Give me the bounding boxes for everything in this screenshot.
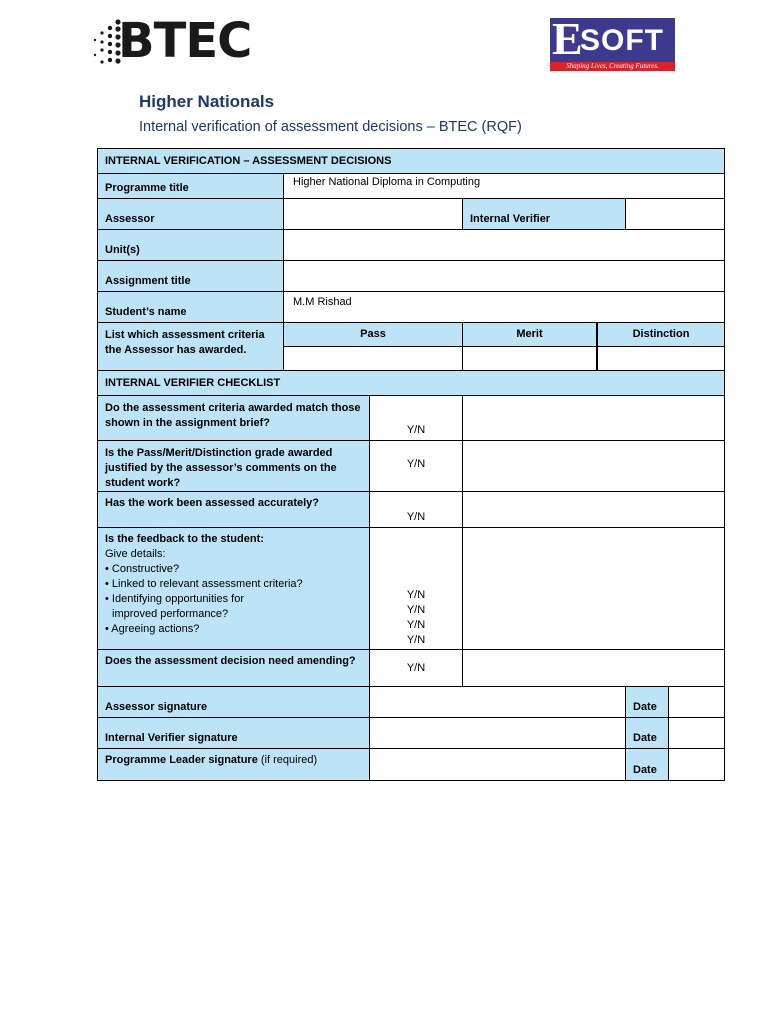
programme-leader-note: (if required) bbox=[260, 754, 318, 766]
grade-merit-field[interactable] bbox=[462, 346, 597, 371]
esoft-logo-box bbox=[550, 18, 675, 62]
checklist-answer-4-4: Y/N bbox=[406, 634, 426, 646]
checklist-question-4-give: Give details: bbox=[105, 548, 166, 560]
btec-logo bbox=[92, 13, 252, 70]
checklist-question-4 bbox=[97, 527, 370, 650]
checklist-question-4-title: Is the feedback to the student: bbox=[105, 533, 264, 545]
btec-logo-text: BTEC bbox=[118, 13, 252, 69]
checklist-comment-2[interactable] bbox=[462, 440, 725, 492]
internal-verifier-label: Internal Verifier bbox=[462, 198, 626, 230]
checklist-comment-1[interactable] bbox=[462, 395, 725, 441]
checklist-question-3: Has the work been assessed accurately? bbox=[97, 491, 370, 528]
checklist-answer-4-2: Y/N bbox=[406, 604, 426, 616]
checklist-answer-2: Y/N bbox=[406, 458, 426, 470]
programme-title-label: Programme title bbox=[97, 173, 284, 199]
programme-leader-date-label: Date bbox=[625, 748, 669, 781]
student-name-label: Student’s name bbox=[97, 291, 284, 323]
programme-leader-signature-text: Programme Leader signature bbox=[105, 754, 258, 766]
checklist-question-4-item-3: • Identifying opportunities for bbox=[105, 593, 244, 605]
checklist-question-4-item-3b: improved performance? bbox=[112, 608, 229, 620]
assessor-signature-field[interactable] bbox=[369, 686, 626, 718]
checklist-question-2: Is the Pass/Merit/Distinction grade awarded justified by the assessor’s comments on the student work? bbox=[97, 440, 370, 492]
esoft-logo-e: E bbox=[552, 18, 583, 62]
page-subtitle: Internal verification of assessment decisions – BTEC (RQF) bbox=[139, 119, 522, 135]
verification-form bbox=[97, 148, 725, 781]
grade-merit-header: Merit bbox=[462, 322, 597, 347]
checklist-answer-1[interactable]: Y/N bbox=[369, 395, 463, 441]
assessor-label: Assessor bbox=[97, 198, 284, 230]
checklist-question-4-item-2: • Linked to relevant assessment criteria? bbox=[105, 578, 303, 590]
programme-leader-signature-label bbox=[97, 748, 370, 781]
assignment-title-field[interactable] bbox=[283, 260, 725, 292]
units-field[interactable] bbox=[283, 229, 725, 261]
checklist-question-5: Does the assessment decision need amending? bbox=[97, 649, 370, 687]
checklist-question-4-item-4: • Agreeing actions? bbox=[105, 623, 200, 635]
checklist-comment-4[interactable] bbox=[462, 527, 725, 650]
esoft-logo-soft: SOFT bbox=[580, 24, 664, 57]
checklist-answer-5[interactable]: Y/N bbox=[369, 649, 463, 687]
checklist-question-4-item-1: • Constructive? bbox=[105, 563, 180, 575]
programme-leader-date-field[interactable] bbox=[668, 748, 725, 781]
assessor-field[interactable] bbox=[283, 198, 463, 230]
grade-distinction-field[interactable] bbox=[596, 346, 725, 371]
grade-distinction-header: Distinction bbox=[596, 322, 725, 347]
internal-verifier-date-label: Date bbox=[625, 717, 669, 749]
criteria-label: List which assessment criteria the Assessor has awarded. bbox=[97, 322, 284, 371]
checklist-answer-3[interactable]: Y/N bbox=[369, 491, 463, 528]
assessor-date-field[interactable] bbox=[668, 686, 725, 718]
units-label: Unit(s) bbox=[97, 229, 284, 261]
programme-leader-signature-field[interactable] bbox=[369, 748, 626, 781]
grade-pass-header: Pass bbox=[283, 322, 463, 347]
student-name-field[interactable]: M.M Rishad bbox=[283, 291, 725, 323]
checklist-answer-4-3: Y/N bbox=[406, 619, 426, 631]
esoft-tagline: Shaping Lives, Creating Futures. bbox=[550, 62, 675, 71]
page-title: Higher Nationals bbox=[139, 92, 275, 111]
assignment-title-label: Assignment title bbox=[97, 260, 284, 292]
checklist-answers-4[interactable] bbox=[369, 527, 463, 650]
internal-verifier-signature-label: Internal Verifier signature bbox=[97, 717, 370, 749]
checklist-answer-4-1: Y/N bbox=[406, 589, 426, 601]
checklist-answer-2-cell[interactable] bbox=[369, 440, 463, 492]
checklist-question-1: Do the assessment criteria awarded match those shown in the assignment brief? bbox=[97, 395, 370, 441]
section-heading-checklist: INTERNAL VERIFIER CHECKLIST bbox=[97, 370, 725, 396]
section-heading-assessment-decisions: INTERNAL VERIFICATION – ASSESSMENT DECISIONS bbox=[97, 148, 725, 174]
internal-verifier-field[interactable] bbox=[625, 198, 725, 230]
programme-title-field[interactable]: Higher National Diploma in Computing bbox=[283, 173, 725, 199]
checklist-comment-3[interactable] bbox=[462, 491, 725, 528]
esoft-logo bbox=[550, 18, 675, 71]
assessor-date-label: Date bbox=[625, 686, 669, 718]
checklist-comment-5[interactable] bbox=[462, 649, 725, 687]
internal-verifier-signature-field[interactable] bbox=[369, 717, 626, 749]
internal-verifier-date-field[interactable] bbox=[668, 717, 725, 749]
assessor-signature-label: Assessor signature bbox=[97, 686, 370, 718]
grade-pass-field[interactable] bbox=[283, 346, 463, 371]
